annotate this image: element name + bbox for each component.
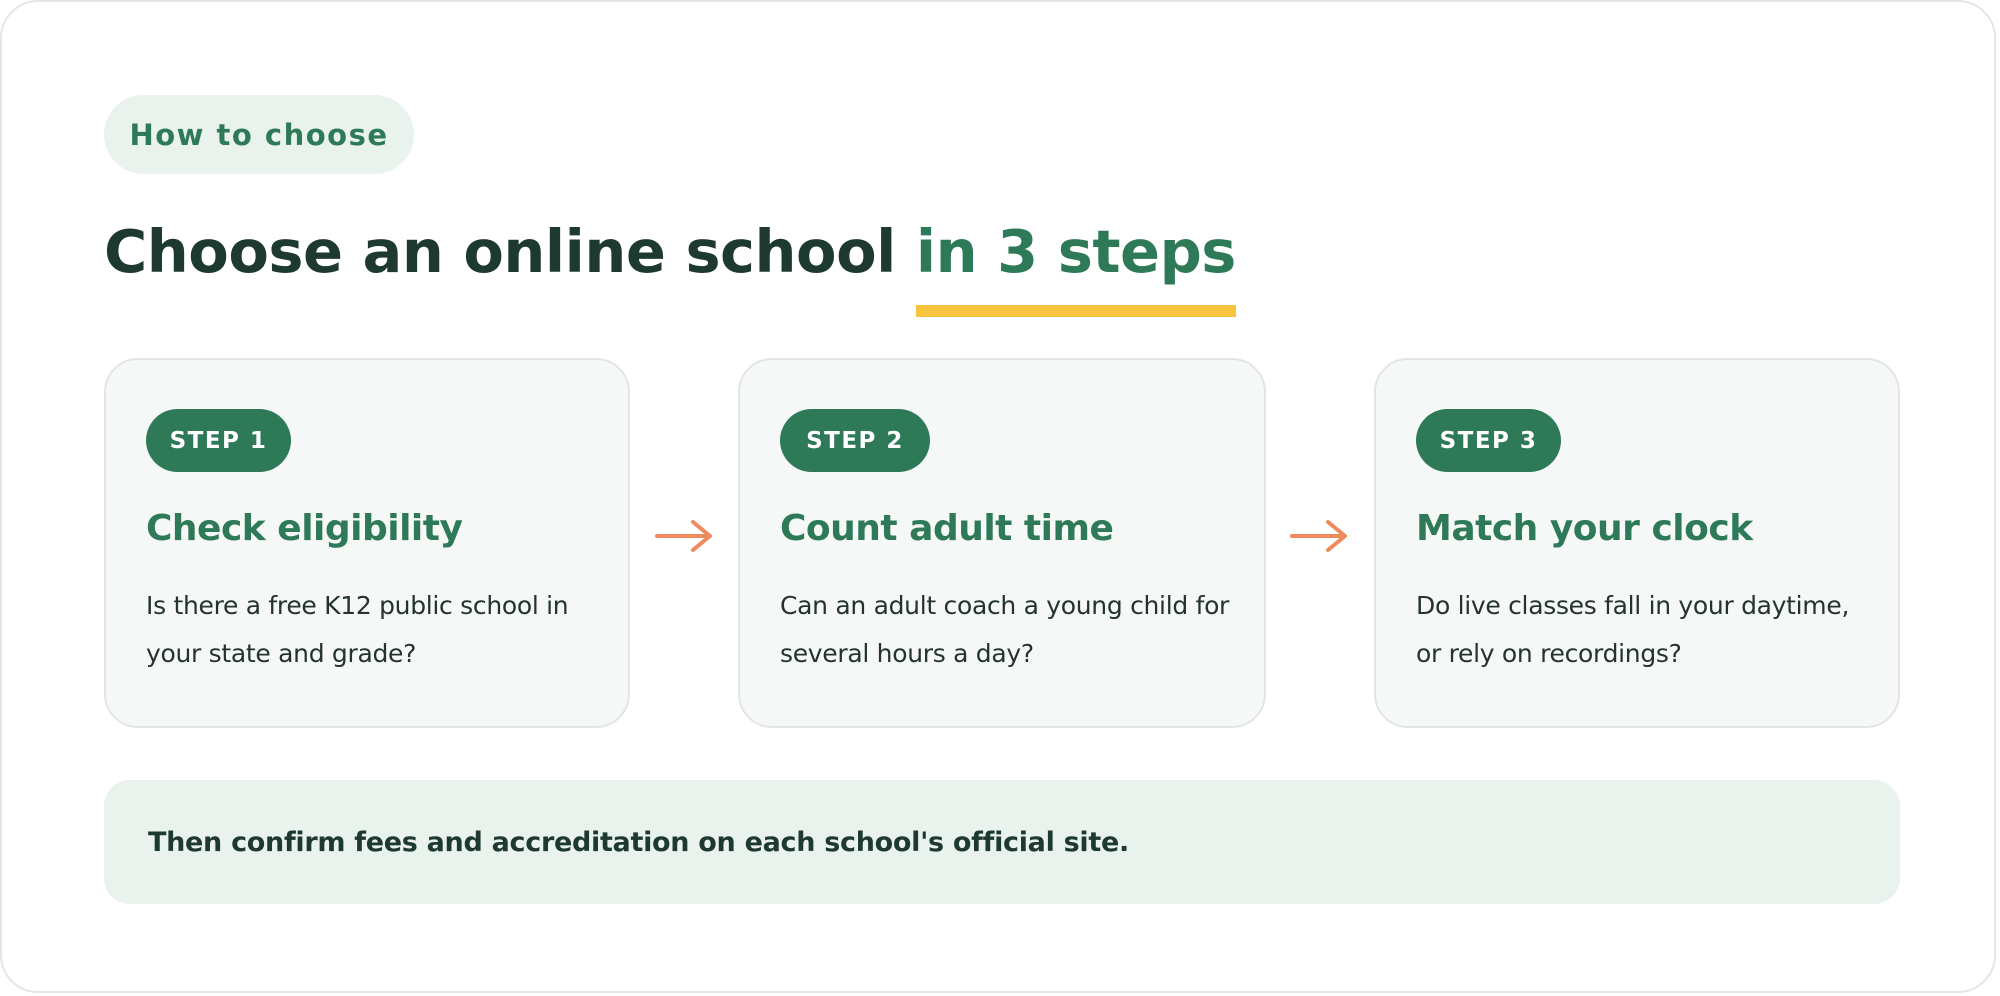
page-title-main: Choose an online school (104, 217, 896, 286)
step-title-2: Count adult time (780, 508, 1114, 549)
step-badge-1 (146, 409, 291, 472)
page-title-highlight-text: in 3 steps (915, 217, 1236, 286)
page-title-highlight (916, 212, 1236, 292)
step-title-3: Match your clock (1416, 508, 1753, 549)
arrow-right-icon (1290, 516, 1350, 556)
step-badge-2 (780, 409, 930, 472)
step-badge-3 (1416, 409, 1561, 472)
title-underline (916, 305, 1236, 317)
step-description-2: Can an adult coach a young child for several hours a day? (780, 591, 1230, 668)
eyebrow-label: How to choose (129, 117, 389, 152)
arrow-right-icon (655, 516, 715, 556)
step-badge-3-label: STEP 3 (1439, 427, 1538, 454)
step-badge-2-label: STEP 2 (806, 427, 904, 454)
footer-note-text: Then confirm fees and accreditation on each school's official site. (148, 826, 1129, 858)
step-card-1 (104, 358, 630, 728)
step-badge-1-label: STEP 1 (169, 427, 268, 454)
step-description-1: Is there a free K12 public school in your state and grade? (146, 591, 569, 668)
step-title-1: Check eligibility (146, 508, 463, 549)
step-card-2 (738, 358, 1266, 728)
page-title (104, 212, 1236, 292)
step-description-3: Do live classes fall in your daytime, or rely on recordings? (1416, 591, 1850, 668)
footer-note (104, 780, 1900, 904)
eyebrow-pill (104, 95, 414, 174)
step-card-3 (1374, 358, 1900, 728)
